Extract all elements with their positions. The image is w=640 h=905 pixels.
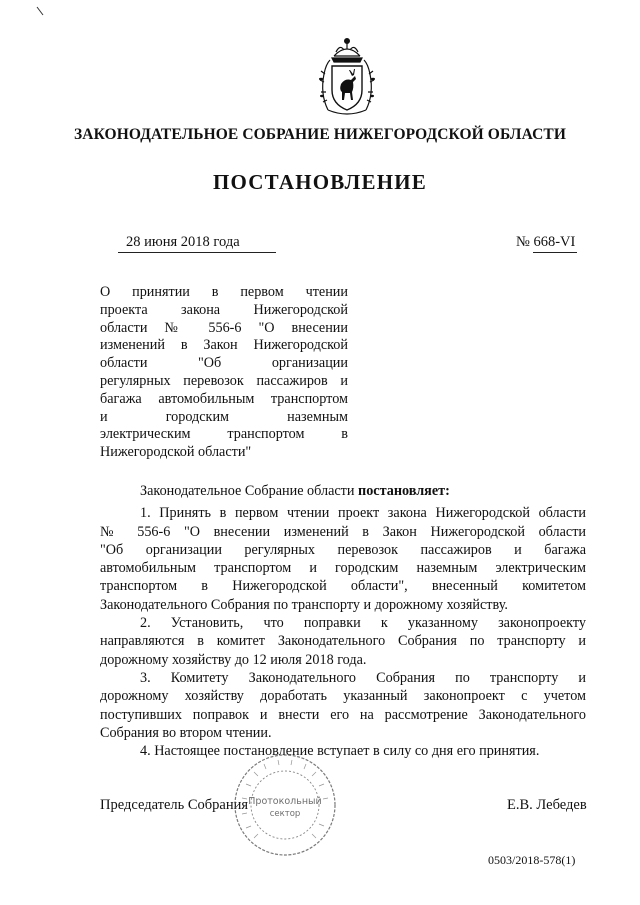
number-value: 668-VI — [533, 234, 577, 253]
paragraph-2-line: 2. Установить, что поправки к указанному законопроекту — [140, 615, 586, 632]
subject-line: изменений в Закон Нижегородской — [100, 337, 348, 354]
paragraph-2-line: направляются в комитет Законодательного Собрания по транспорту и — [100, 633, 586, 650]
document-body — [100, 482, 586, 760]
resolution-intro — [100, 482, 586, 500]
corner-mark — [36, 6, 44, 16]
subject-line: проекта закона Нижегородской — [100, 301, 348, 318]
subject-line: области № 556-6 "О внесении — [100, 319, 348, 336]
document-number — [516, 234, 577, 253]
intro-keyword: постановляет: — [358, 483, 450, 499]
number-sign: № — [516, 234, 530, 250]
document-date: 28 июня 2018 года — [118, 234, 276, 253]
subject-line: регулярных перевозок пассажиров и — [100, 372, 348, 389]
document-type-title: ПОСТАНОВЛЕНИЕ — [212, 170, 428, 194]
subject-line: О принятии в первом чтении — [100, 284, 348, 300]
paragraph-3-line: дорожному хозяйству доработать указанный законопроект с учетом — [100, 688, 586, 705]
intro-text: Законодательное Собрание области — [140, 483, 359, 499]
paragraph-1-line: 1. Принять в первом чтении проект закона Нижегородской области — [140, 505, 586, 522]
subject-line: области "Об организации — [100, 355, 348, 372]
paragraph-1-line: Законодательного Собрания по транспорту и дорожному хозяйству. — [100, 596, 508, 613]
paragraph-3-line: 3. Комитету Законодательного Собрания по транспорту и — [140, 669, 586, 686]
subject-line: багажа автомобильным транспортом — [100, 390, 348, 407]
stamp-text-line-1: Протокольный — [248, 796, 322, 807]
paragraph-1-line: "Об организации регулярных перевозок пассажиров и багажа — [100, 541, 586, 558]
paragraph-4-line: 4. Настоящее постановление вступает в силу со дня его принятия. — [140, 743, 540, 760]
document-subject — [100, 284, 348, 462]
signer-name: Е.В. Лебедев — [507, 797, 587, 813]
paragraph-1-line: транспортом в Нижегородской области", внесенный комитетом — [100, 578, 586, 595]
paragraph-1-line: автомобильным транспортом и городским наземным электрическим — [100, 560, 586, 577]
paragraph-3-line: поступивших поправок и внести его на рассмотрение Законодательного — [100, 706, 586, 723]
paragraph-1-line: № 556-6 "О внесении изменений в Закон Нижегородской области — [100, 523, 586, 540]
stamp-text-line-2: сектор — [269, 809, 301, 819]
organization-title: ЗАКОНОДАТЕЛЬНОЕ СОБРАНИЕ НИЖЕГОРОДСКОЙ ОБЛАСТИ — [74, 126, 566, 143]
round-stamp — [232, 752, 338, 858]
subject-line: Нижегородской области" — [100, 444, 252, 461]
subject-line: электрическим транспортом в — [100, 426, 348, 443]
paragraph-2-line: дорожному хозяйству до 12 июля 2018 года. — [100, 651, 367, 668]
paragraph-3-line: Собрания во втором чтении. — [100, 724, 272, 741]
signer-title: Председатель Собрания — [100, 797, 249, 813]
registration-number: 0503/2018-578(1) — [488, 853, 576, 867]
subject-line: и городским наземным — [100, 408, 348, 425]
coat-of-arms-emblem — [314, 34, 380, 118]
